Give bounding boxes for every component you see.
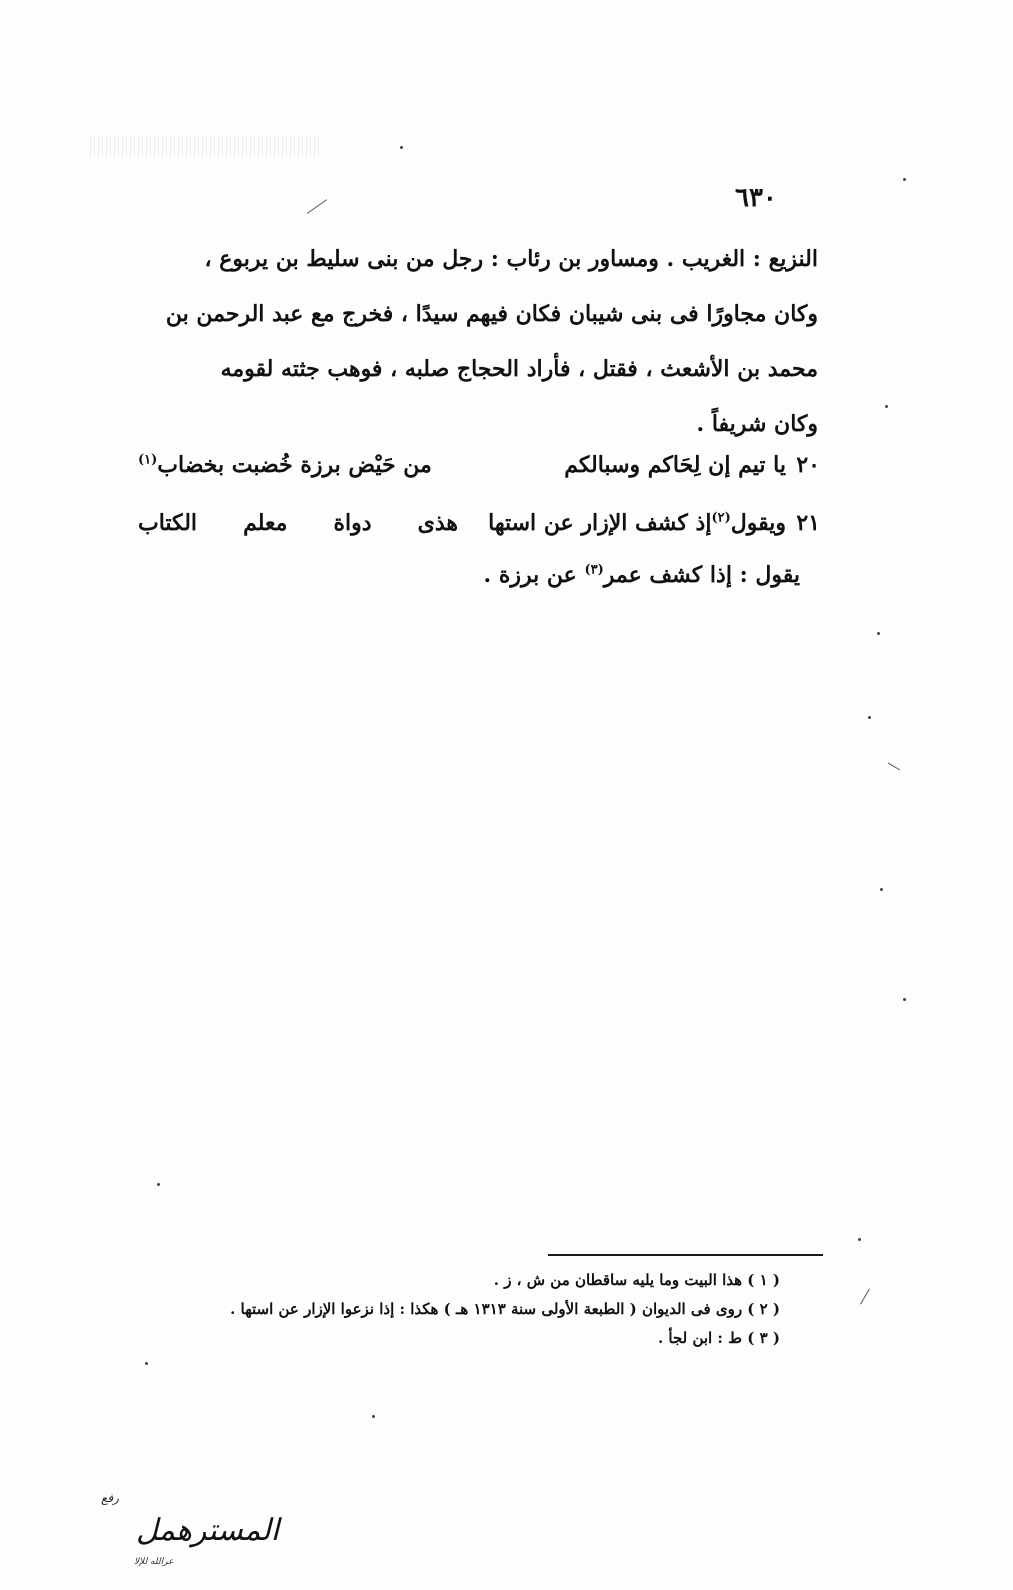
prose-paragraph: [138, 232, 818, 452]
footnote-separator: [548, 1254, 823, 1256]
verse-line: [138, 448, 820, 496]
scan-speck: [858, 1238, 861, 1241]
prose-line: النزيع : الغريب . ومساور بن رئاب : رجل من بنى سليط بن يربوع ،: [204, 246, 818, 272]
verse-number: ٢٠: [796, 452, 820, 478]
footnote: ( ٢ ) روى فى الديوان ( الطبعة الأولى سنة ١٣١٣ هـ ) هكذا : إذا نزعوا الإزار عن استها .: [230, 1300, 780, 1318]
scan-speck: [868, 716, 871, 719]
library-stamp-logo: [6, 1482, 280, 1582]
hemistich-text: من حَيْض برزة خُضبت بخضاب: [157, 452, 432, 478]
scan-speck: [880, 888, 883, 891]
hemistich-text: يا تيم إن لِحَاكم وسبالكم: [564, 452, 786, 478]
footnote-mark: (٣): [584, 562, 604, 578]
stamp-text: عرالله للإلا: [134, 1557, 174, 1567]
commentary-text: عن برزة .: [483, 562, 577, 588]
verse-line: [138, 506, 820, 554]
prose-line: محمد بن الأشعث ، فقتل ، فأراد الحجاج صلبه ، فوهب جثته لقومه: [220, 356, 818, 382]
hemistich-text: إذ كشف الإزار عن استها: [488, 510, 712, 536]
stamp-text: المسترهمل: [136, 1513, 280, 1548]
scan-speck: [903, 178, 906, 181]
scan-mark: [860, 1288, 870, 1304]
scan-speck: [157, 1183, 160, 1186]
scan-speck: [877, 632, 880, 635]
prose-line: وكان مجاورًا فى بنى شيبان فكان فيهم سيدًا ، فخرج مع عبد الرحمن بن: [165, 301, 818, 327]
scan-speck: [145, 1362, 148, 1365]
verse-first-hemistich: [486, 510, 786, 536]
verse-second-hemistich: [138, 452, 458, 478]
footnote: ( ٣ ) ط : ابن لجأ .: [657, 1329, 780, 1347]
page-number: ٦٣٠: [735, 183, 777, 213]
verse-number: ٢١: [796, 510, 820, 536]
scan-mark: [888, 763, 901, 771]
commentary-text: يقول : إذا كشف عمر: [603, 562, 800, 588]
prose-line: وكان شريفاً .: [696, 411, 818, 437]
scan-speck: [400, 146, 403, 149]
footnote: ( ١ ) هذا البيت وما يليه ساقطان من ش ، ز .: [493, 1271, 780, 1289]
hemistich-text: ويقول: [730, 510, 786, 536]
scan-speck: [372, 1415, 375, 1418]
scan-mark: [307, 199, 327, 214]
footnote-mark: (٢): [711, 510, 731, 526]
verse-first-hemistich: [486, 452, 786, 478]
verse-second-hemistich: هذى دواة معلم الكتاب: [138, 510, 458, 536]
footnotes: [150, 1266, 780, 1353]
footnote-mark: (١): [138, 452, 158, 468]
scan-speck: [903, 998, 906, 1001]
verse-commentary: [300, 562, 800, 588]
scan-speck: [885, 405, 888, 408]
scan-noise: [90, 136, 320, 158]
stamp-text: رفع: [101, 1491, 119, 1505]
